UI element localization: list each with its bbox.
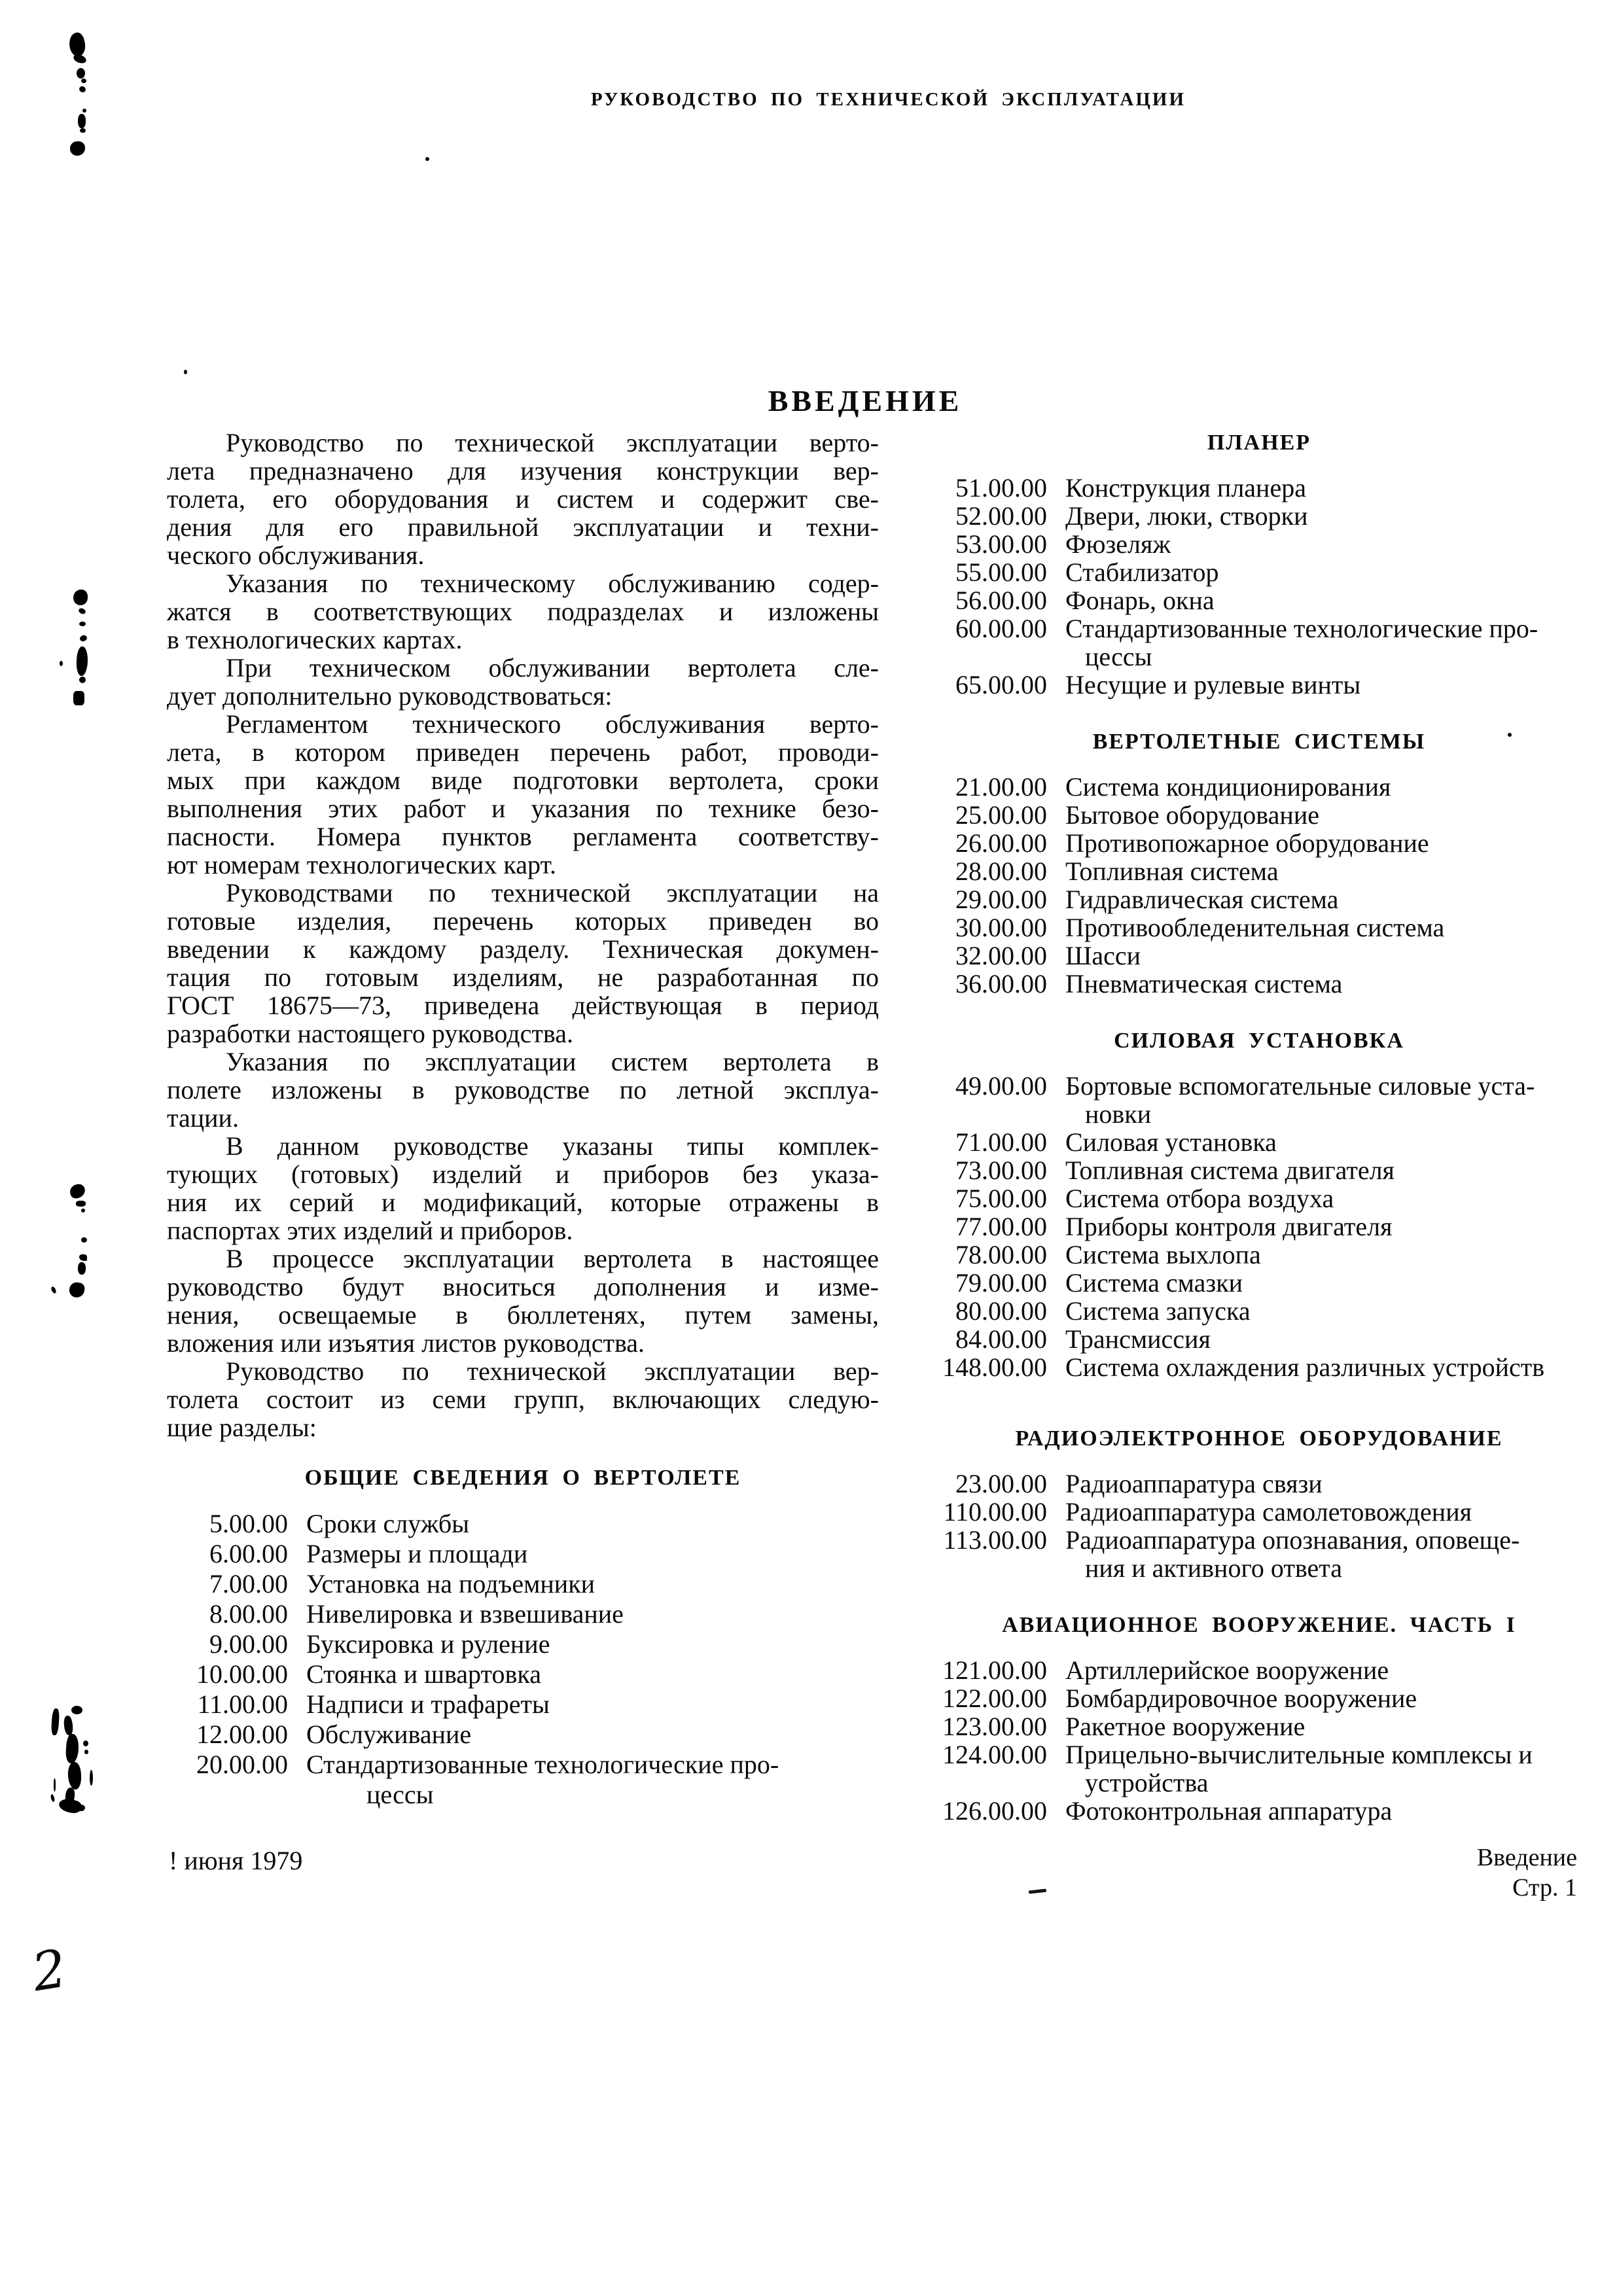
footer-page-info [1477,1843,1577,1903]
text-line: В данном руководстве указаны типы комплек- [226,1131,879,1161]
ink-blot [73,590,88,605]
ink-blot [73,53,88,65]
toc-item-title-line: Радиоаппаратура опознавания, оповеще- [1065,1525,1520,1555]
toc-item-title [1065,1684,1612,1712]
toc-item [906,970,1612,998]
toc-item-title [1065,829,1612,857]
text-line: Руководство по технической эксплуатации вер- [226,1356,879,1386]
toc-item-title [306,1629,879,1659]
toc-item-title [1065,1156,1612,1184]
toc-item [906,942,1612,970]
toc-item [167,1539,879,1569]
section-header: ВЕРТОЛЕТНЫЕ СИСТЕМЫ [1092,730,1426,754]
toc-item-title [1065,913,1612,942]
toc-item [906,586,1612,614]
ink-blot [60,661,63,666]
toc-item-title-line: Надписи и трафареты [306,1689,550,1719]
toc-item-title-line: Стандартизованные технологические про- [306,1750,779,1779]
toc-section [906,429,1612,699]
toc-item-title [1065,1128,1612,1156]
toc-item-title [1065,1297,1612,1325]
ink-blot [78,114,86,128]
toc-item-number: 71.00.00 [955,1127,1047,1157]
toc-item-title [1065,614,1612,671]
toc-item [906,801,1612,829]
text-line: При техническом обслуживании вертолета сле- [226,653,879,682]
ink-blot [80,128,86,133]
toc-item-number: 36.00.00 [955,969,1047,998]
toc-section [906,1027,1612,1381]
toc-list [906,474,1612,699]
toc-item-title-line: Буксировка и руление [306,1629,550,1659]
toc-item-title [306,1569,879,1599]
toc-item-number: 32.00.00 [955,941,1047,970]
toc-item-title [1065,773,1612,801]
toc-item-number: 23.00.00 [955,1469,1047,1498]
toc-item-title-line: Фотоконтрольная аппаратура [1065,1796,1393,1826]
toc-item-number: 77.00.00 [955,1212,1047,1241]
toc-item-number: 20.00.00 [196,1750,288,1779]
text-line: ния их серий и модификаций, которые отражены в [167,1188,879,1217]
toc-item [167,1720,879,1750]
ink-blot [69,1282,86,1299]
ink-blot [82,109,86,113]
text-line: дует дополнительно руководствоваться: [167,681,613,711]
ink-blot [77,1805,85,1811]
ink-blot [76,1201,86,1207]
text-line: готовые изделия, перечень которых приведен во [167,906,879,936]
text-line: толета состоит из семи групп, включающих следую- [167,1385,879,1414]
toc-item-title [1065,970,1612,998]
ink-blot [84,1750,88,1754]
toc-item [906,857,1612,885]
footer-section-label: Введение [1476,1844,1577,1871]
ink-blot [79,622,86,626]
toc-list [906,1470,1612,1582]
toc-item-title [1065,801,1612,829]
text-line: Регламентом технического обслуживания верто- [226,709,879,739]
toc-item-title [306,1599,879,1629]
toc-item-number: 5.00.00 [209,1509,288,1538]
toc-item-number: 28.00.00 [955,857,1047,886]
ink-blot [70,141,85,156]
ink-blot [77,68,85,79]
intro-paragraph [167,710,879,879]
section-header: АВИАЦИОННОЕ ВООРУЖЕНИЕ. ЧАСТЬ I [1002,1613,1516,1637]
toc-item-title [1065,1740,1612,1797]
toc-item-title-line: Радиоаппаратура самолетовождения [1065,1497,1472,1527]
ink-blot [69,1183,86,1199]
toc-item-title-line: Шасси [1065,941,1141,970]
speck [425,157,429,161]
stray-dash-mark [1029,1889,1046,1894]
toc-item-number: 12.00.00 [196,1720,288,1749]
toc-item-title [1065,474,1612,502]
toc-item-number: 29.00.00 [955,885,1047,914]
toc-item-number: 124.00.00 [942,1740,1047,1769]
toc-item-title [1065,1526,1612,1582]
toc-item-title-line: Прицельно-вычислительные комплексы и [1065,1740,1533,1769]
toc-item-title-line: новки [1085,1099,1152,1129]
toc-item-number: 49.00.00 [955,1071,1047,1101]
toc-item [906,1498,1612,1526]
ink-blot [63,1715,73,1735]
ink-blot [65,1733,79,1763]
toc-item-title [306,1750,879,1810]
toc-section [906,1424,1612,1582]
toc-item [906,1797,1612,1825]
toc-item [906,1470,1612,1498]
intro-paragraph [167,879,879,1048]
toc-item-title-line: Конструкция планера [1065,473,1306,503]
text-line: в технологических картах. [167,625,463,654]
text-line: Руководствами по технической эксплуатации на [226,878,879,908]
toc-item-number: 78.00.00 [955,1240,1047,1269]
toc-item [906,1297,1612,1325]
toc-item [167,1569,879,1599]
toc-list [906,773,1612,998]
ink-blot [81,1237,87,1243]
toc-item [906,1526,1612,1582]
toc-item-title-line: Пневматическая система [1065,969,1343,998]
toc-item-title-line: Бортовые вспомогательные силовые уста- [1065,1071,1535,1101]
toc-item-number: 121.00.00 [942,1655,1047,1685]
toc-item-number: 123.00.00 [942,1712,1047,1741]
toc-item-title [1065,1241,1612,1269]
toc-item [167,1509,879,1539]
text-line: тации. [167,1103,239,1133]
ink-blot [90,1770,93,1786]
intro-paragraph [167,1245,879,1357]
toc-item [906,1128,1612,1156]
section-header: СИЛОВАЯ УСТАНОВКА [1114,1029,1404,1053]
toc-item [906,474,1612,502]
toc-item-title [1065,1656,1612,1684]
toc-item [906,1325,1612,1353]
toc-item-title-line: Трансмиссия [1065,1324,1211,1354]
toc-item-title-line: Стабилизатор [1065,557,1219,587]
ink-blot [50,1794,56,1803]
toc-item-title [1065,586,1612,614]
toc-item-title [1065,530,1612,558]
toc-item-title [306,1509,879,1539]
text-line: Руководство по технической эксплуатации верто- [226,428,879,457]
ink-blot [83,1740,88,1746]
ink-blot [79,677,86,683]
toc-item [906,1184,1612,1212]
toc-item-title-line: Обслуживание [306,1720,472,1749]
toc-item-number: 25.00.00 [955,800,1047,830]
toc-item-number: 79.00.00 [955,1268,1047,1298]
text-line: лета предназначено для изучения конструкции вер- [167,456,879,486]
toc-item-title [306,1720,879,1750]
toc-item-number: 51.00.00 [955,473,1047,503]
toc-item-title [1065,502,1612,530]
toc-item-number: 110.00.00 [943,1497,1047,1527]
toc-item-title [1065,1797,1612,1825]
text-line: Указания по эксплуатации систем вертолета в [226,1047,879,1076]
toc-item-title-line: Радиоаппаратура связи [1065,1469,1323,1498]
toc-item-number: 113.00.00 [943,1525,1047,1555]
ink-blot [81,79,86,83]
toc-list-general-info [167,1509,879,1810]
toc-item-title-line: Бытовое оборудование [1065,800,1319,830]
toc-item-title-line: Система выхлопа [1065,1240,1261,1269]
ink-blot [78,1262,86,1275]
toc-item-number: 9.00.00 [209,1629,288,1659]
toc-item-number: 80.00.00 [955,1296,1047,1326]
toc-item-title-line: ния и активного ответа [1085,1553,1342,1583]
toc-item-title [1065,942,1612,970]
toc-item-title-line: Гидравлическая система [1065,885,1339,914]
footer-page-number: Стр. 1 [1512,1874,1577,1901]
toc-item-title [306,1539,879,1569]
toc-item-number: 11.00.00 [197,1689,288,1719]
intro-paragraphs [167,429,879,1441]
toc-item-number: 26.00.00 [955,828,1047,858]
text-line: мых при каждом виде подготовки вертолета, сроки [167,766,879,795]
toc-item [906,1712,1612,1740]
toc-item-title-line: Топливная система двигателя [1065,1156,1395,1185]
toc-item-title [1065,1712,1612,1740]
toc-item-title-line: Система отбора воздуха [1065,1184,1334,1213]
toc-item [167,1750,879,1810]
text-line: ГОСТ 18675—73, приведена действующая в период [167,991,879,1020]
toc-item-title [1065,1470,1612,1498]
page-title: ВВЕДЕНИЕ [768,384,963,417]
toc-item-title-line: Противопожарное оборудование [1065,828,1429,858]
toc-item [906,530,1612,558]
toc-item-title-line: Установка на подъемники [306,1569,595,1598]
text-line: вложения или изъятия листов руководства. [167,1328,645,1358]
section-header: РАДИОЭЛЕКТРОННОЕ ОБОРУДОВАНИЕ [1015,1426,1503,1451]
ink-blot [50,1286,57,1294]
intro-paragraph [167,1132,879,1245]
toc-item-number: 84.00.00 [955,1324,1047,1354]
toc-item-number: 6.00.00 [209,1539,288,1568]
toc-item-title [1065,1072,1612,1128]
toc-item-title-line: Фонарь, окна [1065,586,1215,615]
right-column [906,429,1612,1825]
toc-item [906,885,1612,913]
ink-blot [76,646,88,677]
toc-item-title-line: цессы [366,1780,434,1809]
ink-blot [67,1762,82,1790]
text-line: ют номерам технологических карт. [167,850,556,879]
text-line: полете изложены в руководстве по летной эксплуа- [167,1075,879,1104]
toc-item-title-line: устройства [1085,1768,1209,1797]
toc-item [906,1072,1612,1128]
section-header-general-info: ОБЩИЕ СВЕДЕНИЯ О ВЕРТОЛЕТЕ [304,1466,741,1490]
toc-item-number: 73.00.00 [955,1156,1047,1185]
toc-item-title-line: Стандартизованные технологические про- [1065,614,1538,643]
toc-item [906,558,1612,586]
toc-item [906,1212,1612,1241]
speck [184,370,187,374]
toc-item [906,1740,1612,1797]
toc-item-title [1065,558,1612,586]
toc-item-title-line: Двери, люки, створки [1065,501,1308,531]
toc-item [906,829,1612,857]
toc-section [906,1611,1612,1825]
toc-item-number: 56.00.00 [955,586,1047,615]
toc-item-number: 8.00.00 [209,1599,288,1629]
text-line: лета, в котором приведен перечень работ, проводи- [167,737,879,767]
toc-list [906,1072,1612,1381]
toc-item [167,1689,879,1720]
toc-item-title-line: Несущие и рулевые винты [1065,670,1361,699]
toc-item-title [1065,671,1612,699]
toc-section [906,728,1612,998]
toc-item [167,1659,879,1689]
toc-item-title-line: Бомбардировочное вооружение [1065,1684,1417,1713]
text-line: пасности. Номера пунктов регламента соответству- [167,822,879,851]
toc-item-title [1065,1325,1612,1353]
toc-item-number: 52.00.00 [955,501,1047,531]
toc-item-title-line: Топливная система [1065,857,1279,886]
toc-item-title-line: Система смазки [1065,1268,1243,1298]
toc-item [167,1629,879,1659]
running-header: РУКОВОДСТВО ПО ТЕХНИЧЕСКОЙ ЭКСПЛУАТАЦИИ [590,89,1186,110]
toc-item-title [1065,1184,1612,1212]
text-line: Указания по техническому обслуживанию содер- [226,569,879,598]
toc-item-number: 75.00.00 [955,1184,1047,1213]
text-line: дения для его правильной эксплуатации и техни- [167,512,879,542]
toc-item-title-line: цессы [1085,642,1152,671]
toc-item-title-line: Ракетное вооружение [1065,1712,1306,1741]
toc-item [906,671,1612,699]
toc-item-title [306,1689,879,1720]
text-line: паспортах этих изделий и приборов. [167,1216,573,1245]
toc-item-title-line: Фюзеляж [1065,529,1171,559]
text-line: ческого обслуживания. [167,540,425,570]
toc-item-number: 122.00.00 [942,1684,1047,1713]
toc-item-number: 126.00.00 [942,1796,1047,1826]
toc-item-number: 21.00.00 [955,772,1047,802]
ink-blot [79,634,88,642]
text-line: тующих (готовых) изделий и приборов без указа- [167,1159,879,1189]
toc-item-number: 55.00.00 [955,557,1047,587]
toc-item [906,502,1612,530]
toc-item-title [1065,857,1612,885]
toc-item-title-line: Сроки службы [306,1509,470,1538]
toc-item-title-line: Силовая установка [1065,1127,1277,1157]
footer-date: ! июня 1979 [169,1846,303,1875]
toc-item-title-line: Приборы контроля двигателя [1065,1212,1393,1241]
toc-item [906,614,1612,671]
toc-item-title-line: Противообледенительная система [1065,913,1445,942]
intro-paragraph [167,1048,879,1132]
ink-blot [54,1778,56,1792]
ink-blot [81,1209,85,1212]
toc-item-title-line: Артиллерийское вооружение [1065,1655,1389,1685]
ink-blot [73,691,84,705]
toc-item [167,1599,879,1629]
toc-item-number: 65.00.00 [955,670,1047,699]
section-header: ПЛАНЕР [1207,431,1311,455]
toc-item [906,773,1612,801]
toc-item [906,1684,1612,1712]
toc-item-title-line: Система охлаждения различных устройств [1065,1352,1545,1382]
toc-item-number: 60.00.00 [955,614,1047,643]
toc-item-number: 148.00.00 [942,1352,1047,1382]
ink-blot [78,85,86,94]
text-line: введении к каждому разделу. Техническая докумен- [167,934,879,964]
toc-item [906,1241,1612,1269]
text-line: разработки настоящего руководства. [167,1019,573,1048]
ink-blot [78,607,86,615]
toc-item [906,1353,1612,1381]
intro-paragraph [167,569,879,654]
toc-item-number: 7.00.00 [209,1569,288,1598]
text-line: руководство будут вноситься дополнения и изме- [167,1272,879,1301]
toc-item [906,913,1612,942]
ink-blot [67,31,88,58]
toc-item-title-line: Система кондиционирования [1065,772,1391,802]
toc-item-title-line: Стоянка и швартовка [306,1659,541,1689]
toc-item-title-line: Нивелировка и взвешивание [306,1599,624,1629]
intro-paragraph [167,654,879,710]
text-line: щие разделы: [167,1413,317,1442]
ink-blot [79,1254,87,1261]
toc-item-title-line: Система запуска [1065,1296,1251,1326]
handwritten-page-number: 2 [27,1937,71,2004]
text-line: нения, освещаемые в бюллетенях, путем замены, [167,1300,879,1330]
intro-paragraph [167,429,879,569]
text-line: В процессе эксплуатации вертолета в настоящее [226,1244,879,1273]
toc-item [906,1269,1612,1297]
toc-item-number: 30.00.00 [955,913,1047,942]
toc-item [906,1156,1612,1184]
intro-paragraph [167,1357,879,1441]
toc-item-title [1065,1498,1612,1526]
text-line: толета, его оборудования и систем и содержит све- [167,484,879,514]
ink-blot [71,1706,82,1714]
text-line: жатся в соответствующих подразделах и изложены [167,597,879,626]
toc-item-number: 53.00.00 [955,529,1047,559]
ink-blot [51,1708,60,1736]
toc-item-title [1065,1212,1612,1241]
toc-item-number: 10.00.00 [196,1659,288,1689]
toc-item [906,1656,1612,1684]
toc-item-title [1065,1353,1612,1381]
toc-item-title [1065,1269,1612,1297]
toc-item-title [1065,885,1612,913]
speck [1508,733,1512,737]
toc-item-title-line: Размеры и площади [306,1539,528,1568]
toc-item-title [306,1659,879,1689]
text-line: выполнения этих работ и указания по технике безо- [167,794,879,823]
left-column [167,429,879,1810]
toc-list [906,1656,1612,1825]
text-line: тация по готовым изделиям, не разработанная по [167,963,879,992]
